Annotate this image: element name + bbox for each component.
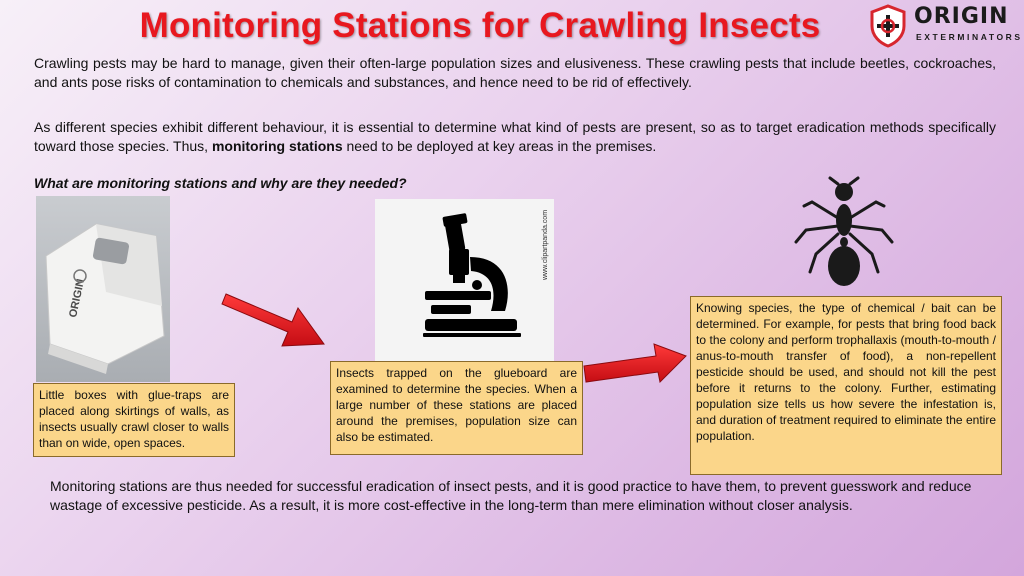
- monitoring-stations-emphasis: monitoring stations: [211, 138, 343, 154]
- step-note-1: Little boxes with glue-traps are placed along skirtings of walls, as insects usually crawl closer to walls than on wide, open spaces.: [33, 383, 235, 457]
- intro-paragraph-2-start: As different species exhibit different behaviour, it is essential to determine what kind of pests are present, so as to target eradication methods specifically toward those species. Thus,: [34, 119, 996, 154]
- section-question: What are monitoring stations and why are they needed?: [34, 175, 407, 191]
- microscope-icon: [375, 199, 554, 361]
- shield-logo-icon: [868, 4, 908, 48]
- step-note-2: Insects trapped on the glueboard are examined to determine the species. When a large number of these stations are placed around the premises, population size can also be estimated.: [330, 361, 583, 455]
- conclusion-paragraph: Monitoring stations are thus needed for successful eradication of insect pests, and it is good practice to have them, to prevent guesswork and reduce wastage of excessive pesticide. As a result, it is more cost-effective in the long-term than mere elimination without closer analysis.: [50, 478, 972, 513]
- microscope-image: [375, 199, 554, 361]
- page-title: Monitoring Stations for Crawling Insects: [139, 6, 821, 45]
- arrow-right-icon: [220, 282, 330, 352]
- logo-name: ORIGIN: [914, 4, 1009, 29]
- box-brand-text: ORIGIN: [67, 277, 88, 319]
- step-note-3: Knowing species, the type of chemical / bait can be determined. For example, for pests that bring food back to the colony and perform trophallaxis (mouth-to-mouth / anus-to-mouth transfer of food), a non-repellent pesticide should be used, and should not kill the pest before it returns to the colony. Further, estimating population size tells us how severe the infestation is, and duration of treatment required to eliminate the entire population.: [690, 296, 1002, 475]
- glue-trap-box-illustration: [36, 196, 170, 382]
- arrow-right-icon: [582, 342, 688, 390]
- watermark: www.clipartpanda.com: [542, 209, 549, 280]
- ant-icon: [792, 176, 896, 292]
- glue-trap-photo: [36, 196, 170, 382]
- intro-paragraph-1: Crawling pests may be hard to manage, given their often-large population sizes and elusiveness. These crawling pests that include beetles, cockroaches, and ants pose risks of contamination to chemicals and substances, and hence need to be rid of effectively.: [34, 55, 996, 90]
- logo-tagline: EXTERMINATORS: [916, 32, 1023, 42]
- intro-paragraph-2: [34, 118, 996, 156]
- intro-paragraph-2-end: need to be deployed at key areas in the premises.: [342, 138, 657, 154]
